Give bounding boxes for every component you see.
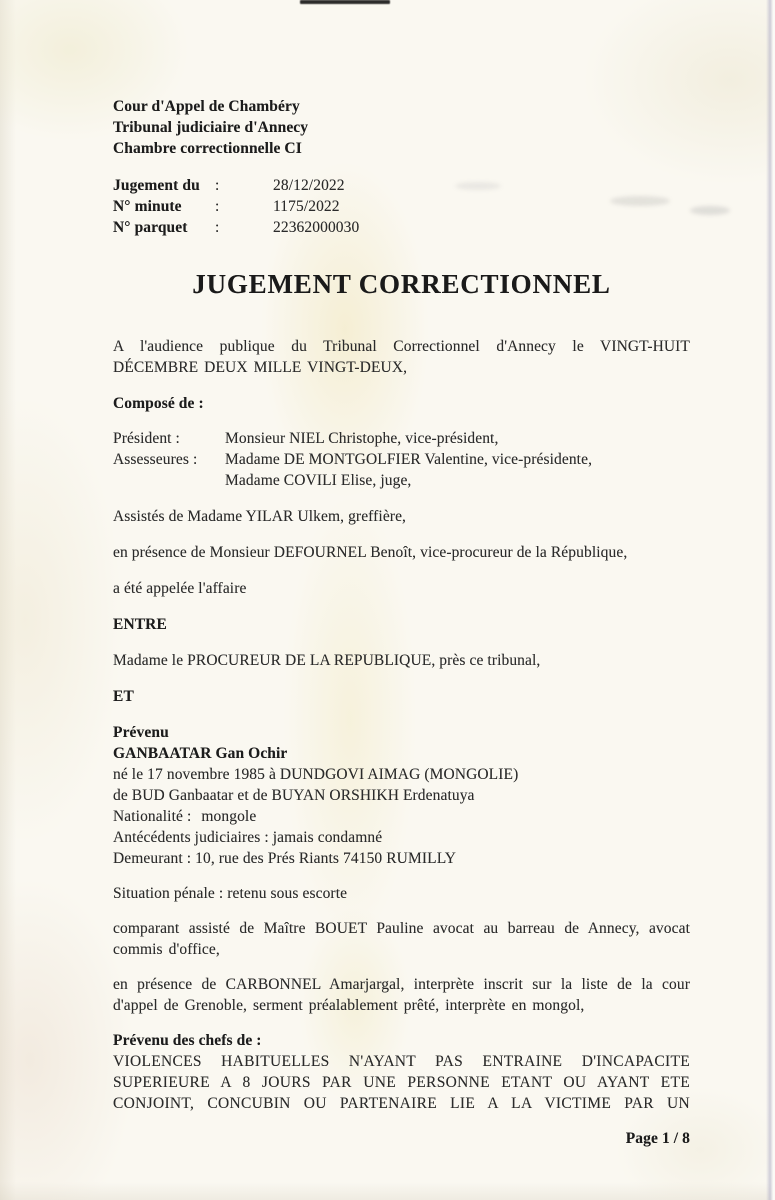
audience-paragraph: A l'audience publique du Tribunal Correctionnel d'Annecy le VINGT-HUIT DÉCEMBRE DEUX MILLE VINGT-DEUX, <box>113 338 690 376</box>
defendant-record: Antécédents judiciaires : jamais condamné <box>113 829 383 846</box>
defendant-birth: né le 17 novembre 1985 à DUNDGOVI AIMAG (MONGOLIE) <box>113 766 519 783</box>
court-header <box>113 96 690 159</box>
case-meta-table <box>113 175 690 238</box>
meta-separator: : <box>215 219 220 236</box>
scan-edge-line <box>766 0 775 1200</box>
role-label: Assesseures : <box>113 451 198 468</box>
interpreter-paragraph: en présence de CARBONNEL Amarjargal, interprète inscrit sur la liste de la cour d'appel de Grenoble, serment préalablement prêté, interprète en mongol, <box>113 976 690 1014</box>
tribunal-name: Tribunal judiciaire d'Annecy <box>113 119 309 136</box>
document-title: JUGEMENT CORRECTIONNEL <box>192 269 611 299</box>
nationality-label: Nationalité : <box>113 808 192 825</box>
meta-separator: : <box>215 198 220 215</box>
charges-text: VIOLENCES HABITUELLES N'AYANT PAS ENTRAINE D'INCAPACITE SUPERIEURE A 8 JOURS PAR UNE PERSONNE ETANT OU AYANT ETE CONJOINT, CONCUBIN OU PARTENAIRE LIE A LA VICTIME PAR UN <box>113 1053 690 1112</box>
meta-row-judgment-date <box>113 175 690 196</box>
plaintiff-paragraph: Madame le PROCUREUR DE LA REPUBLIQUE, près ce tribunal, <box>113 652 541 669</box>
composition-heading: Composé de : <box>113 395 204 412</box>
role-label-empty <box>113 470 225 491</box>
member-name: Madame DE MONTGOLFIER Valentine, vice-présidente, <box>225 451 593 468</box>
page-number: Page 1 / 8 <box>625 1130 690 1147</box>
penal-status-paragraph: Situation pénale : retenu sous escorte <box>113 885 348 902</box>
et-heading: ET <box>113 688 134 705</box>
charges-heading: Prévenu des chefs de : <box>113 1032 262 1049</box>
nationality-value: mongole <box>201 808 257 825</box>
composition-row-assessor-1 <box>113 449 690 470</box>
composition-row-president <box>113 428 690 449</box>
counsel-paragraph: comparant assisté de Maître BOUET Pauline avocat au barreau de Annecy, avocat commis d'office, <box>113 920 690 958</box>
composition-row-assessor-2 <box>113 470 690 491</box>
meta-value: 22362000030 <box>273 219 360 236</box>
meta-separator: : <box>215 177 220 194</box>
defendant-nationality <box>113 806 690 827</box>
meta-label: N° parquet <box>113 219 188 236</box>
meta-value: 1175/2022 <box>273 198 340 215</box>
role-label: Président : <box>113 430 180 447</box>
defendant-residence: Demeurant : 10, rue des Prés Riants 74150 RUMILLY <box>113 850 457 867</box>
defendant-block <box>113 722 690 869</box>
chamber-name: Chambre correctionnelle CI <box>113 140 302 157</box>
case-called-paragraph: a été appelée l'affaire <box>113 580 247 597</box>
meta-row-minute-number <box>113 196 690 217</box>
meta-value: 28/12/2022 <box>273 177 345 194</box>
meta-row-parquet-number <box>113 217 690 238</box>
defendant-parents: de BUD Ganbaatar et de BUYAN ORSHIKH Erdenatuya <box>113 787 475 804</box>
charges-block <box>113 1030 690 1114</box>
member-name: Monsieur NIEL Christophe, vice-président, <box>225 430 499 447</box>
document-content <box>113 96 690 1149</box>
scan-artifact-mark <box>300 0 390 4</box>
meta-label: N° minute <box>113 198 182 215</box>
defendant-heading: Prévenu <box>113 724 169 741</box>
prosecutor-presence-paragraph: en présence de Monsieur DEFOURNEL Benoît, vice-procureur de la République, <box>113 544 628 561</box>
meta-label: Jugement du <box>113 177 200 194</box>
entre-heading: ENTRE <box>113 616 167 633</box>
composition-table <box>113 428 690 491</box>
defendant-name: GANBAATAR Gan Ochir <box>113 745 288 762</box>
pencil-smudge <box>690 206 730 215</box>
clerk-paragraph: Assistés de Madame YILAR Ulkem, greffière, <box>113 508 407 525</box>
member-name: Madame COVILI Elise, juge, <box>225 472 412 489</box>
court-name: Cour d'Appel de Chambéry <box>113 98 300 115</box>
